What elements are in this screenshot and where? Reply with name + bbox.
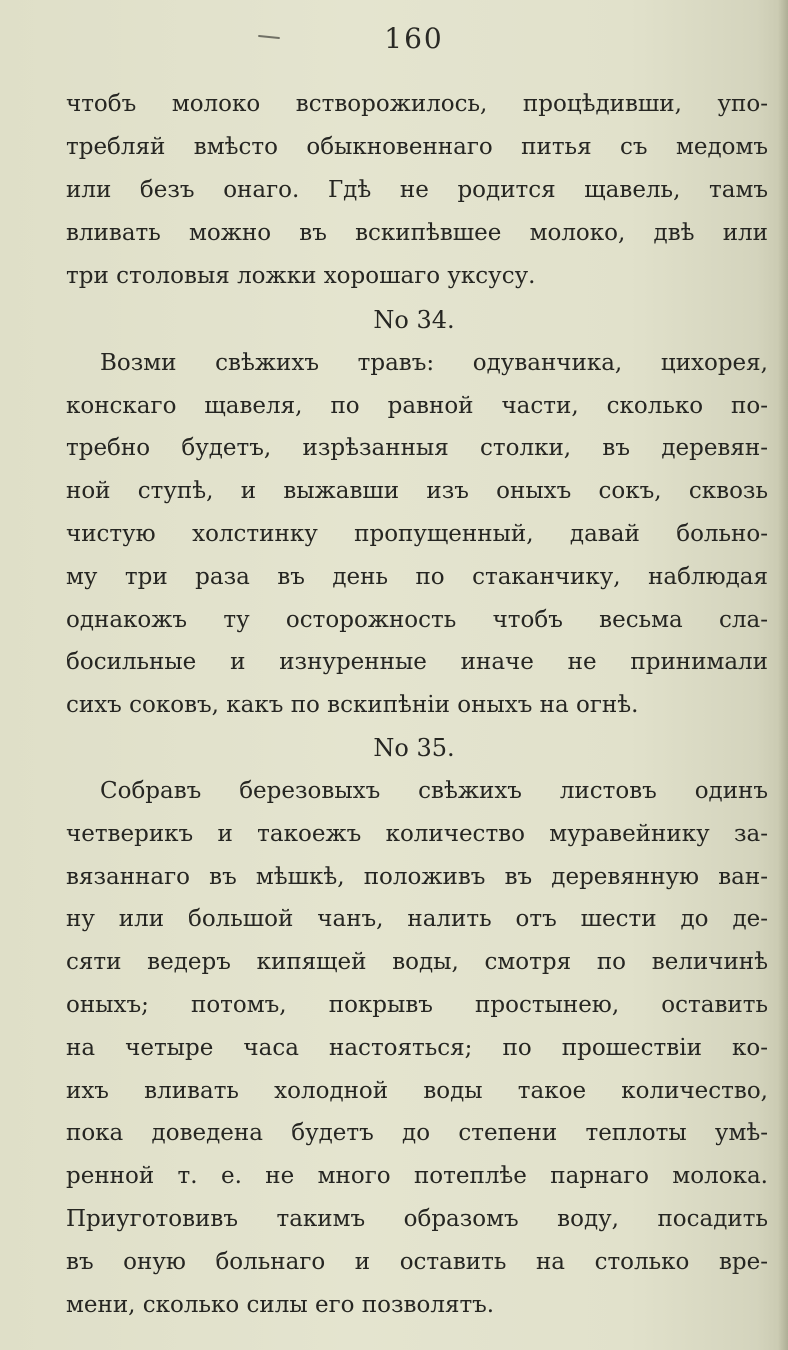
text-line: требляй вмѣсто обыкновеннаго питья съ медомъ [66,134,768,160]
text-line: му три раза въ день по стаканчику, наблюдая [66,564,768,590]
text-line: три столовыя ложки хорошаго уксусу. [66,263,536,289]
text-line: Возми свѣжихъ травъ: одуванчика, цихорея, [100,350,768,376]
text-line: требно будетъ, изрѣзанныя столки, въ деревян- [66,435,768,461]
text-line: или безъ онаго. Гдѣ не родится щавель, тамъ [66,177,768,203]
text-line: оныхъ; потомъ, покрывъ простынею, оставить [66,992,768,1018]
text-line: на четыре часа настояться; по прошествіи ко- [66,1035,768,1061]
text-line: Собравъ березовыхъ свѣжихъ листовъ одинъ [100,778,768,804]
text-line: ну или большой чанъ, налить отъ шести до де- [66,906,768,932]
text-line: однакожъ ту осторожность чтобъ весьма сла- [66,607,768,633]
text-line: ренной т. е. не много потеплѣе парнаго молока. [66,1163,768,1189]
recipe-heading-34: No 34. [373,306,455,334]
text-line: чтобъ молоко встворожилось, процѣдивши, упо- [66,91,768,117]
text-line: вязаннаго въ мѣшкѣ, положивъ въ деревянную ван- [66,864,768,890]
text-line: ной ступѣ, и выжавши изъ оныхъ сокъ, сквозь [66,478,768,504]
page-number: 160 [384,22,444,55]
page-edge-shadow [778,0,788,1350]
text-line: босильные и изнуренные иначе не принимали [66,649,768,675]
recipe-heading-35: No 35. [373,734,455,762]
text-line: пока доведена будетъ до степени теплоты умѣ- [66,1120,768,1146]
text-line: Приуготовивъ такимъ образомъ воду, посадить [66,1206,768,1232]
text-line: мени, сколько силы его позволятъ. [66,1292,495,1318]
text-line: ихъ вливать холодной воды такое количество, [66,1078,768,1104]
text-line: конскаго щавеля, по равной части, сколько по- [66,393,768,419]
text-line: въ оную больнаго и оставить на столько вре- [66,1249,768,1275]
text-line: чистую холстинку пропущенный, давай больно- [66,521,768,547]
text-line: сихъ соковъ, какъ по вскипѣніи оныхъ на огнѣ. [66,692,639,718]
text-line: четверикъ и такоежъ количество муравейнику за- [66,821,768,847]
text-line: вливать можно въ вскипѣвшее молоко, двѣ или [66,220,768,246]
text-line: сяти ведеръ кипящей воды, смотря по величинѣ [66,949,768,975]
